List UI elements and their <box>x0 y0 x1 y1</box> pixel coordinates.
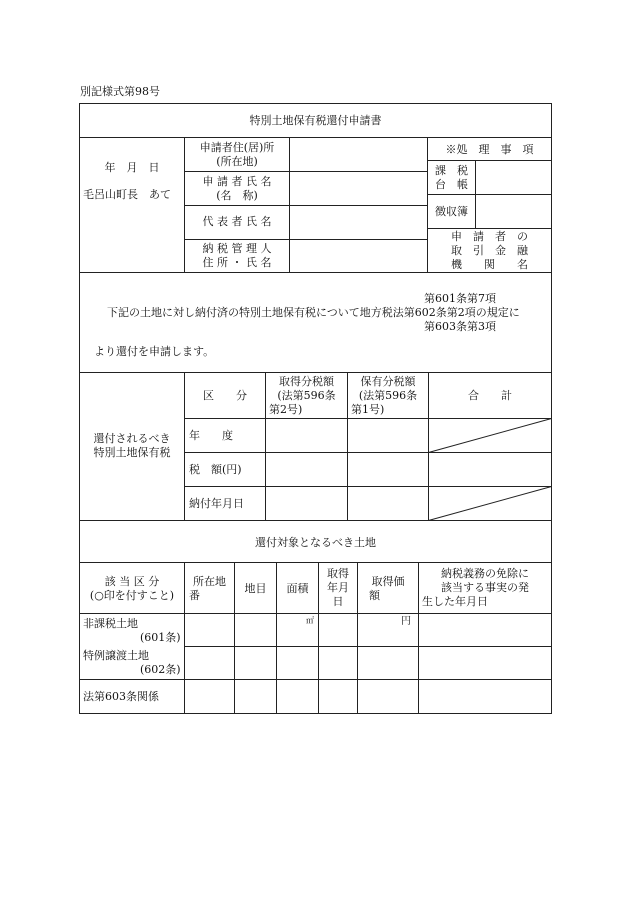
area-unit: ㎡ <box>306 616 314 625</box>
land-col-exempt-date-2: 該当する事実の発 <box>441 581 529 594</box>
row-special-transfer-land: 特例譲渡土地 <box>83 649 149 662</box>
land-col-location: 所在地 <box>193 575 226 588</box>
applicant-address-sublabel: (所在地) <box>216 155 258 168</box>
bank-label-line2: 取 引 金 融 <box>451 244 528 257</box>
collection-book-label: 徴収簿 <box>435 205 468 218</box>
land-col-acq-date: 取得 <box>327 567 349 580</box>
applicant-name-field[interactable] <box>290 172 427 205</box>
tax-manager-label: 納 税 管 理 人 <box>202 242 272 255</box>
col-holding-tax-header: 保有分税額 <box>360 375 416 388</box>
tax-manager-field[interactable] <box>290 240 427 272</box>
row-fiscal-year: 年 度 <box>189 429 233 442</box>
refund-row-label: 還付されるべき <box>93 432 171 445</box>
price-unit: 円 <box>401 616 411 627</box>
bank-label-line1: 申 請 者 の <box>451 230 528 243</box>
statement-article-2: 第603条第3項 <box>424 320 496 333</box>
office-use-header: ※処 理 事 項 <box>445 143 534 156</box>
bank-label-line3: 機 関 名 <box>451 258 528 271</box>
tax-ledger-sublabel: 台 帳 <box>435 178 468 191</box>
land-col-location-sub: 番 <box>189 589 200 602</box>
statement-article-1: 第601条第7項 <box>424 292 496 305</box>
land-col-area: 面積 <box>286 582 309 595</box>
representative-label: 代 表 者 氏 名 <box>202 215 272 228</box>
land-col-acq-date-3: 日 <box>332 595 344 608</box>
land-col-exempt-date: 納税義務の免除に <box>441 567 529 580</box>
representative-field[interactable] <box>290 206 427 239</box>
col-acquisition-tax-sub2: 第2号) <box>269 403 303 416</box>
land-col-category-sub: (○印を付すこと) <box>89 589 175 602</box>
form-title: 特別土地保有税還付申請書 <box>249 114 382 127</box>
application-date: 年 月 日 <box>104 161 160 174</box>
tax-ledger-label: 課 税 <box>435 164 468 177</box>
col-holding-tax-sub: (法第596条 <box>358 389 418 402</box>
col-acquisition-tax-header: 取得分税額 <box>279 375 334 388</box>
row-special-transfer-article: (602条) <box>140 663 181 676</box>
applicant-name-label: 申 請 者 氏 名 <box>202 175 272 188</box>
form-number: 別記様式第98号 <box>80 85 160 98</box>
recipient: 毛呂山町長 あて <box>83 188 171 201</box>
land-col-land-type: 地目 <box>244 582 267 595</box>
tax-manager-sublabel: 住 所 ・ 氏 名 <box>202 256 272 269</box>
row-nontaxable-land: 非課税土地 <box>83 617 138 630</box>
col-total-header: 合 計 <box>468 389 512 402</box>
applicant-name-sublabel: (名 称) <box>216 189 258 202</box>
land-col-acq-date-2: 年月 <box>327 581 349 594</box>
land-col-acq-price: 取得価 <box>371 575 405 588</box>
statement-line-1: 下記の土地に対し納付済の特別土地保有税について地方税法第602条第2項の規定に <box>107 306 520 319</box>
applicant-address-label: 申請者住(居)所 <box>199 141 275 154</box>
col-holding-tax-sub2: 第1号) <box>351 403 385 416</box>
refund-row-sublabel: 特別土地保有税 <box>93 446 171 459</box>
land-section-title: 還付対象となるべき土地 <box>255 536 376 549</box>
row-payment-date: 納付年月日 <box>189 497 244 510</box>
col-category-header: 区 分 <box>203 389 247 402</box>
land-col-exempt-date-3: 生した年月日 <box>422 595 488 608</box>
row-article-603: 法第603条関係 <box>83 690 159 703</box>
land-col-category: 該 当 区 分 <box>104 575 160 588</box>
statement-line-2: より還付を申請します。 <box>94 345 215 358</box>
col-acquisition-tax-sub: (法第596条 <box>277 389 336 402</box>
land-col-acq-price-2: 額 <box>369 589 380 602</box>
applicant-address-field[interactable] <box>290 138 427 171</box>
row-tax-amount: 税 額(円) <box>189 463 242 476</box>
row-nontaxable-article: (601条) <box>140 631 181 644</box>
